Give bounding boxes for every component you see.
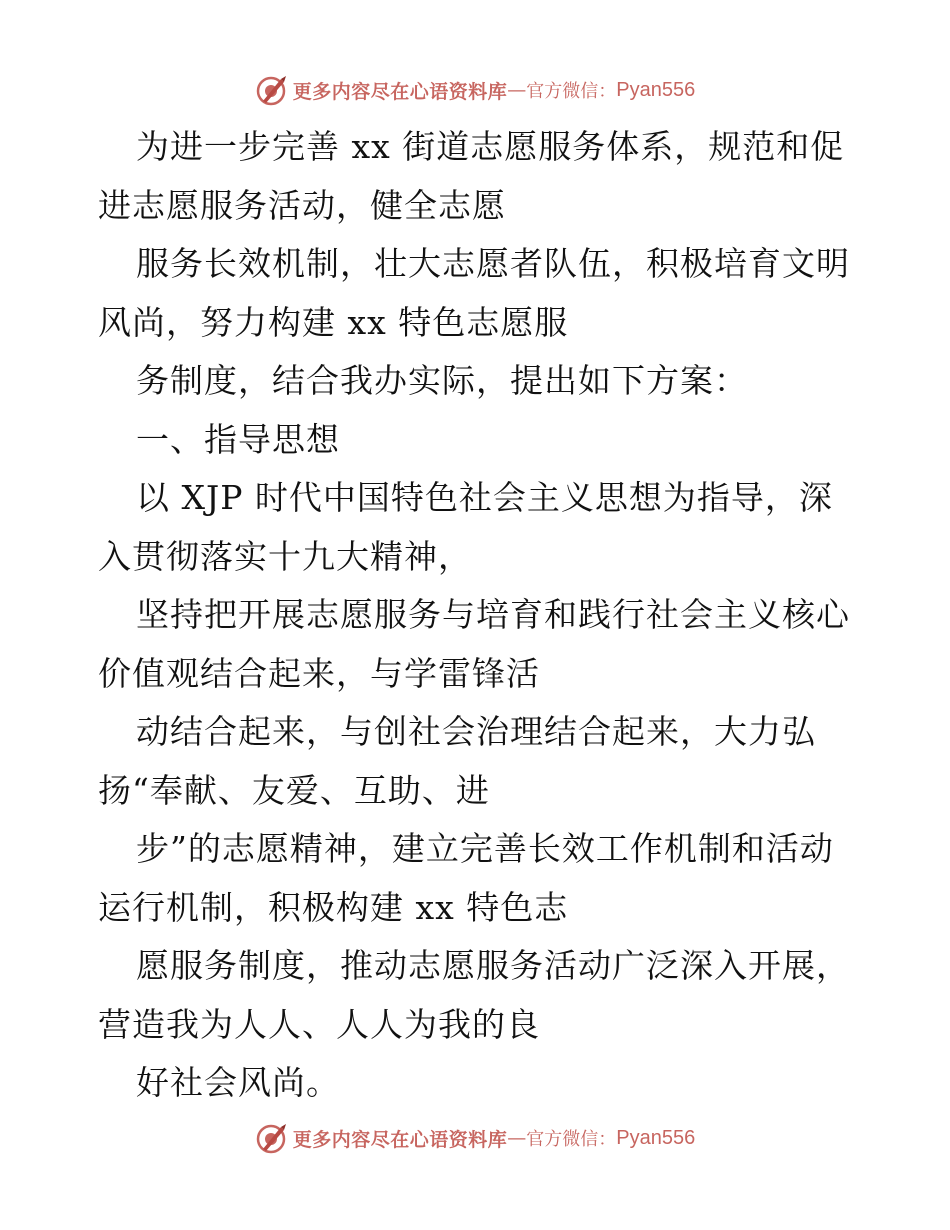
text-line: 风尚，努力构建 xx 特色志愿服 [98, 302, 569, 342]
quill-logo-icon [255, 1121, 289, 1155]
watermark-brand-text: 更多内容尽在心语资料库 [292, 1128, 508, 1151]
text-line: 以 XJP 时代中国特色社会主义思想为指导，深 [136, 478, 833, 517]
footer-watermark [0, 1118, 950, 1158]
text-line: 运行机制，积极构建 xx 特色志 [98, 887, 569, 927]
text-line: 好社会风尚。 [136, 1063, 340, 1102]
text-line: 为进一步完善 xx 街道志愿服务体系，规范和促 [136, 127, 845, 166]
text-line: 扬“奉献、友爱、互助、进 [98, 770, 490, 810]
text-line: 营造我为人人、人人为我的良 [98, 1004, 540, 1044]
quill-logo-icon [255, 73, 289, 107]
section-heading: 一、指导思想 [136, 419, 340, 459]
text-line: 动结合起来，与创社会治理结合起来，大力弘 [136, 712, 816, 751]
document-body [98, 118, 858, 1113]
watermark-id: Pyan556 [616, 78, 696, 101]
watermark-dash: — [507, 79, 527, 101]
text-line: 服务长效机制，壮大志愿者队伍，积极培育文明 [136, 244, 850, 283]
text-line: 价值观结合起来，与学雷锋活 [98, 653, 540, 693]
watermark-brand-text: 更多内容尽在心语资料库 [292, 80, 508, 103]
text-line: 入贯彻落实十九大精神， [98, 536, 472, 576]
text-line: 步”的志愿精神，建立完善长效工作机制和活动 [136, 829, 834, 868]
text-line: 进志愿服务活动，健全志愿 [98, 185, 506, 225]
text-line: 坚持把开展志愿服务与培育和践行社会主义核心 [136, 595, 850, 634]
text-line: 愿服务制度，推动志愿服务活动广泛深入开展， [136, 946, 850, 985]
watermark-dash: — [507, 1127, 527, 1149]
header-watermark [0, 70, 950, 110]
text-line: 务制度，结合我办实际，提出如下方案： [136, 361, 748, 400]
watermark-label: 官方微信： [526, 81, 617, 102]
watermark-id: Pyan556 [616, 1126, 696, 1149]
watermark-label: 官方微信： [526, 1129, 617, 1150]
